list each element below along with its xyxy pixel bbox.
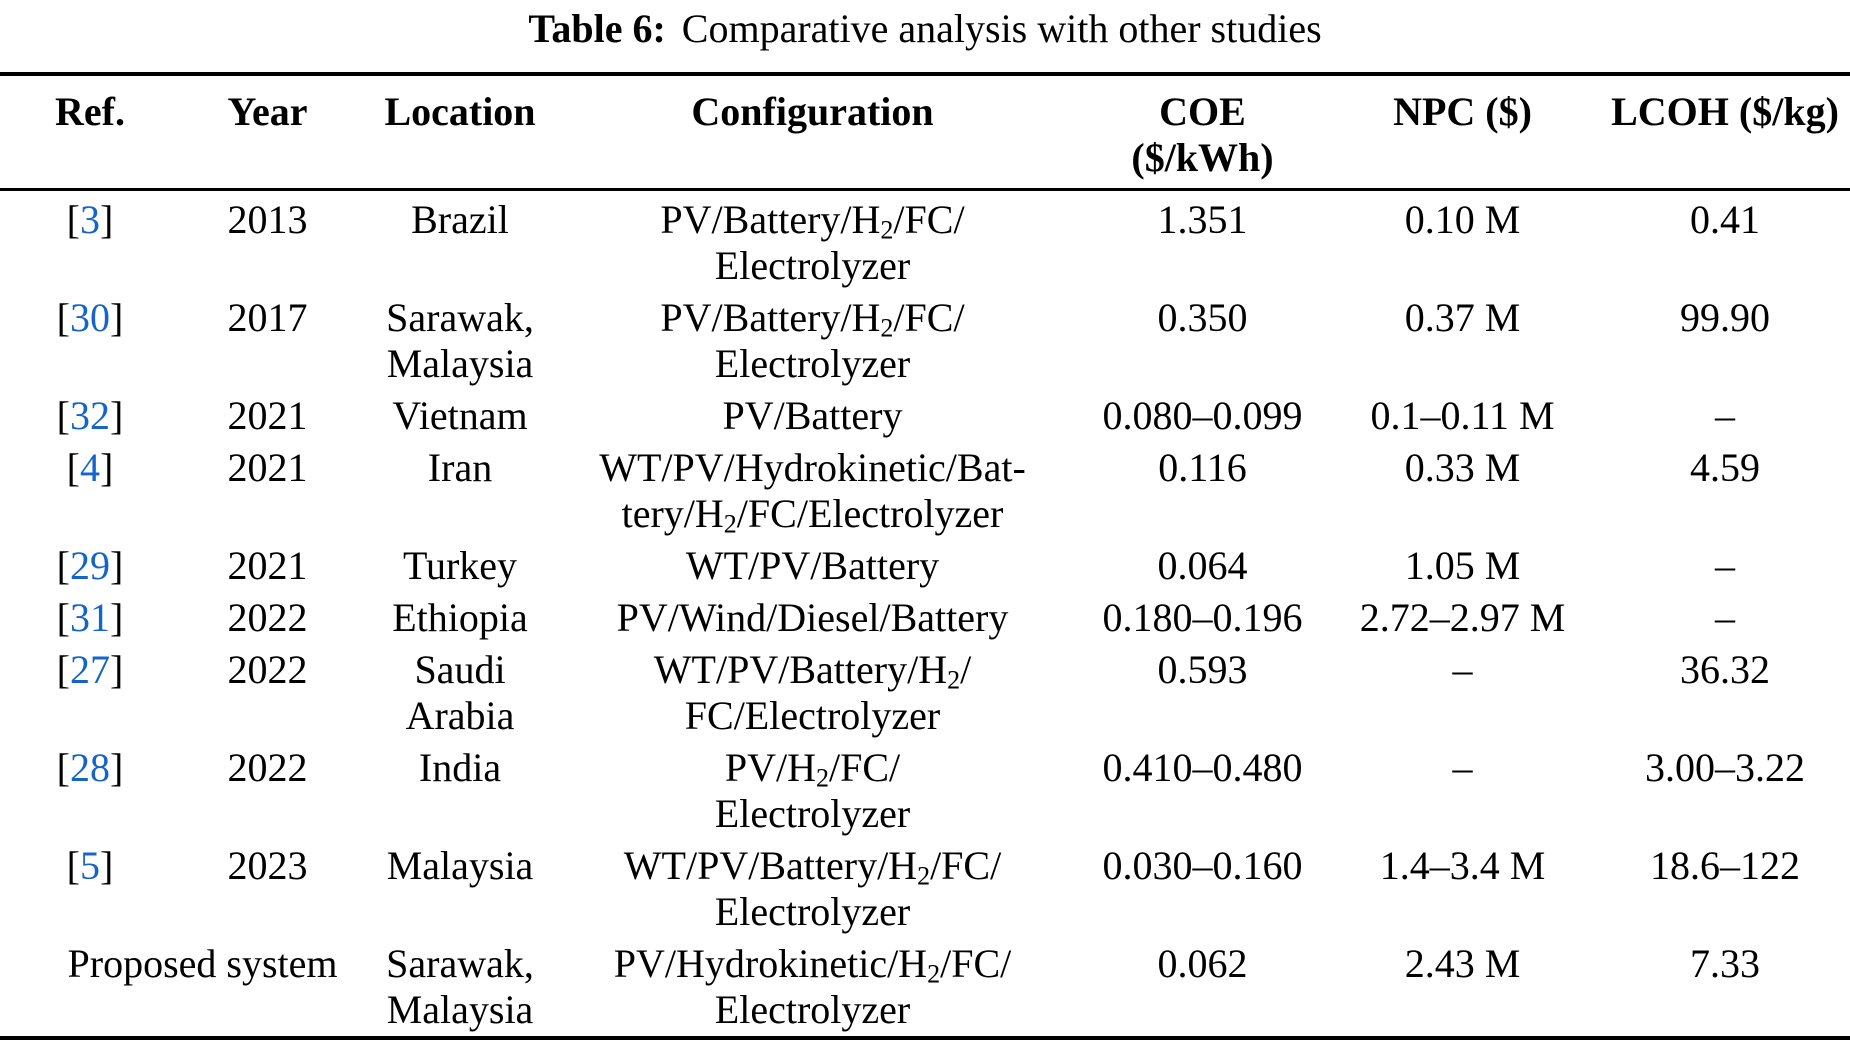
citation-link[interactable]: 4 bbox=[80, 445, 100, 490]
npc-value: – bbox=[1452, 745, 1473, 790]
location-line: Vietnam bbox=[392, 393, 528, 438]
col-header-configuration: Configuration bbox=[691, 89, 934, 134]
col-header-location: Location bbox=[384, 89, 536, 134]
lcoh-value: – bbox=[1715, 543, 1735, 588]
coe-value: 1.351 bbox=[1157, 197, 1248, 242]
cell-npc bbox=[1320, 941, 1605, 1033]
ref-bracket: [30] bbox=[56, 295, 124, 340]
cell-coe bbox=[1085, 941, 1320, 1033]
ref-bracket: [27] bbox=[56, 647, 124, 692]
cell-coe bbox=[1085, 843, 1320, 935]
cell-configuration bbox=[540, 843, 1085, 935]
cell-npc bbox=[1320, 445, 1605, 537]
coe-value: 0.062 bbox=[1157, 941, 1248, 986]
configuration-line: FC/Electrolyzer bbox=[684, 693, 941, 738]
configuration-line: tery/$H_2/FC$/Electrolyzer bbox=[621, 491, 1004, 539]
location-line: Malaysia bbox=[386, 843, 534, 888]
subscript-2: 2 bbox=[880, 313, 894, 343]
coe-value: 0.593 bbox=[1157, 647, 1248, 692]
location-line: Saudi bbox=[414, 647, 506, 692]
table-row bbox=[25, 194, 1845, 292]
npc-value: 0.33 M bbox=[1404, 445, 1521, 490]
configuration-line: WT/PV/Battery bbox=[685, 543, 940, 588]
location-line: India bbox=[418, 745, 502, 790]
cell-lcoh bbox=[1605, 941, 1845, 1033]
citation-link[interactable]: 27 bbox=[70, 647, 110, 692]
table-body bbox=[0, 191, 1850, 1036]
ref-bracket: [3] bbox=[66, 197, 114, 242]
citation-link[interactable]: 30 bbox=[70, 295, 110, 340]
coe-value: 0.030–0.160 bbox=[1102, 843, 1303, 888]
year-value: 2022 bbox=[227, 745, 308, 790]
configuration-line: PV/Battery bbox=[722, 393, 903, 438]
coe-value: 0.180–0.196 bbox=[1102, 595, 1303, 640]
year-value: 2013 bbox=[227, 197, 308, 242]
coe-value: 0.350 bbox=[1157, 295, 1248, 340]
cell-coe bbox=[1085, 445, 1320, 537]
proposed-system-label: Proposed system bbox=[67, 941, 338, 986]
ref-bracket: [29] bbox=[56, 543, 124, 588]
configuration-line: Electrolyzer bbox=[714, 243, 911, 288]
cell-ref bbox=[25, 843, 155, 935]
cell-year bbox=[155, 745, 380, 837]
citation-link[interactable]: 5 bbox=[80, 843, 100, 888]
cell-lcoh bbox=[1605, 197, 1845, 289]
configuration-line: WT/PV/Hydrokinetic/Bat- bbox=[599, 445, 1026, 490]
cell-year bbox=[155, 843, 380, 935]
year-value: 2021 bbox=[227, 543, 308, 588]
cell-coe bbox=[1085, 197, 1320, 289]
table-row bbox=[25, 390, 1845, 442]
lcoh-value: 99.90 bbox=[1680, 295, 1770, 340]
cell-lcoh bbox=[1605, 543, 1845, 589]
cell-ref bbox=[25, 197, 155, 289]
cell-lcoh bbox=[1605, 843, 1845, 935]
cell-location bbox=[380, 647, 540, 739]
cell-configuration bbox=[540, 745, 1085, 837]
cell-location bbox=[380, 595, 540, 641]
configuration-line: $WT/PV/Battery/H_2/$ bbox=[653, 647, 972, 695]
cell-location bbox=[380, 445, 540, 537]
configuration-line: $PV/H_2/FC/$ bbox=[724, 745, 901, 793]
cell-location bbox=[380, 745, 540, 837]
cell-configuration bbox=[540, 295, 1085, 387]
col-header-ref: Ref. bbox=[55, 89, 125, 134]
cell-ref-proposed bbox=[25, 941, 380, 1033]
cell-lcoh bbox=[1605, 745, 1845, 837]
table-header-row bbox=[0, 76, 1850, 181]
cell-npc bbox=[1320, 843, 1605, 935]
col-header-npc: NPC ($) bbox=[1393, 89, 1532, 134]
cell-configuration bbox=[540, 445, 1085, 537]
cell-lcoh bbox=[1605, 595, 1845, 641]
coe-value: 0.116 bbox=[1158, 445, 1247, 490]
ref-bracket: [5] bbox=[66, 843, 114, 888]
cell-coe bbox=[1085, 295, 1320, 387]
citation-link[interactable]: 31 bbox=[70, 595, 110, 640]
subscript-2: 2 bbox=[815, 763, 829, 793]
subscript-2: 2 bbox=[927, 959, 941, 989]
npc-value: 2.43 M bbox=[1404, 941, 1521, 986]
cell-npc bbox=[1320, 543, 1605, 589]
citation-link[interactable]: 29 bbox=[70, 543, 110, 588]
location-line: Turkey bbox=[402, 543, 518, 588]
cell-year bbox=[155, 393, 380, 439]
cell-year bbox=[155, 197, 380, 289]
cell-configuration bbox=[540, 941, 1085, 1033]
ref-bracket: [28] bbox=[56, 745, 124, 790]
cell-ref bbox=[25, 647, 155, 739]
cell-location bbox=[380, 295, 540, 387]
cell-configuration bbox=[540, 197, 1085, 289]
col-header-coe: COE ($/kWh) bbox=[1131, 89, 1274, 180]
cell-coe bbox=[1085, 543, 1320, 589]
cell-lcoh bbox=[1605, 445, 1845, 537]
cell-location bbox=[380, 393, 540, 439]
lcoh-value: 18.6–122 bbox=[1650, 843, 1800, 888]
ref-bracket: [31] bbox=[56, 595, 124, 640]
cell-coe bbox=[1085, 745, 1320, 837]
bottom-rule bbox=[0, 1036, 1850, 1040]
cell-npc bbox=[1320, 393, 1605, 439]
table-row bbox=[25, 938, 1845, 1036]
cell-year bbox=[155, 295, 380, 387]
npc-value: – bbox=[1452, 647, 1473, 692]
lcoh-value: 3.00–3.22 bbox=[1645, 745, 1805, 790]
cell-lcoh bbox=[1605, 647, 1845, 739]
lcoh-value: 0.41 bbox=[1690, 197, 1760, 242]
configuration-line: Electrolyzer bbox=[714, 341, 911, 386]
table-caption bbox=[0, 0, 1850, 52]
npc-value: 2.72–2.97 M bbox=[1359, 595, 1566, 640]
citation-link[interactable]: 3 bbox=[80, 197, 100, 242]
table-row bbox=[25, 840, 1845, 938]
cell-ref bbox=[25, 595, 155, 641]
location-line: Ethiopia bbox=[392, 595, 528, 640]
configuration-line: $PV/Battery/H_2/FC/$ bbox=[660, 197, 965, 245]
coe-value: 0.410–0.480 bbox=[1102, 745, 1303, 790]
cell-ref bbox=[25, 745, 155, 837]
cell-lcoh bbox=[1605, 393, 1845, 439]
cell-location bbox=[380, 843, 540, 935]
npc-value: 0.10 M bbox=[1404, 197, 1521, 242]
location-line: Sarawak, bbox=[386, 941, 534, 986]
year-value: 2022 bbox=[227, 595, 308, 640]
cell-year bbox=[155, 595, 380, 641]
cell-ref bbox=[25, 393, 155, 439]
cell-npc bbox=[1320, 197, 1605, 289]
location-line: Malaysia bbox=[386, 987, 534, 1032]
table-row bbox=[25, 644, 1845, 742]
location-line: Malaysia bbox=[386, 341, 534, 386]
cell-npc bbox=[1320, 595, 1605, 641]
location-line: Arabia bbox=[405, 693, 515, 738]
cell-year bbox=[155, 445, 380, 537]
ref-bracket: [4] bbox=[66, 445, 114, 490]
cell-year bbox=[155, 647, 380, 739]
cell-coe bbox=[1085, 647, 1320, 739]
cell-coe bbox=[1085, 595, 1320, 641]
configuration-line: $PV/Battery/H_2/FC/$ bbox=[660, 295, 965, 343]
lcoh-value: – bbox=[1715, 595, 1735, 640]
caption-label: Table 6: bbox=[528, 6, 666, 51]
configuration-line: Electrolyzer bbox=[714, 791, 911, 836]
configuration-line: $WT/PV/Battery/H_2/FC/$ bbox=[623, 843, 1002, 891]
citation-link[interactable]: 28 bbox=[70, 745, 110, 790]
cell-npc bbox=[1320, 745, 1605, 837]
lcoh-value: 36.32 bbox=[1680, 647, 1770, 692]
cell-ref bbox=[25, 295, 155, 387]
cell-coe bbox=[1085, 393, 1320, 439]
npc-value: 0.1–0.11 M bbox=[1370, 393, 1555, 438]
cell-location bbox=[380, 941, 540, 1033]
lcoh-value: 4.59 bbox=[1690, 445, 1760, 490]
location-line: Sarawak, bbox=[386, 295, 534, 340]
npc-value: 1.4–3.4 M bbox=[1379, 843, 1546, 888]
cell-npc bbox=[1320, 295, 1605, 387]
location-line: Iran bbox=[427, 445, 493, 490]
cell-year bbox=[155, 543, 380, 589]
col-header-year: Year bbox=[227, 89, 308, 134]
cell-configuration bbox=[540, 595, 1085, 641]
cell-ref bbox=[25, 445, 155, 537]
cell-configuration bbox=[540, 647, 1085, 739]
subscript-2: 2 bbox=[880, 215, 894, 245]
table-row bbox=[25, 742, 1845, 840]
npc-value: 0.37 M bbox=[1404, 295, 1521, 340]
cell-location bbox=[380, 543, 540, 589]
configuration-line: Electrolyzer bbox=[714, 987, 911, 1032]
configuration-line: PV/Wind/Diesel/Battery bbox=[616, 595, 1009, 640]
year-value: 2021 bbox=[227, 393, 308, 438]
year-value: 2023 bbox=[227, 843, 308, 888]
year-value: 2021 bbox=[227, 445, 308, 490]
cell-location bbox=[380, 197, 540, 289]
lcoh-value: – bbox=[1715, 393, 1735, 438]
table-row bbox=[25, 592, 1845, 644]
subscript-2: 2 bbox=[723, 509, 737, 539]
location-line: Brazil bbox=[411, 197, 509, 242]
subscript-2: 2 bbox=[917, 861, 931, 891]
cell-ref bbox=[25, 543, 155, 589]
configuration-line: Electrolyzer bbox=[714, 889, 911, 934]
cell-npc bbox=[1320, 647, 1605, 739]
cell-configuration bbox=[540, 393, 1085, 439]
table-row bbox=[25, 540, 1845, 592]
lcoh-value: 7.33 bbox=[1690, 941, 1760, 986]
cell-configuration bbox=[540, 543, 1085, 589]
caption-text: Comparative analysis with other studies bbox=[681, 6, 1322, 51]
citation-link[interactable]: 32 bbox=[70, 393, 110, 438]
subscript-2: 2 bbox=[947, 665, 961, 695]
configuration-line: $PV/Hydrokinetic/H_2/FC/$ bbox=[613, 941, 1012, 989]
coe-value: 0.080–0.099 bbox=[1102, 393, 1303, 438]
year-value: 2022 bbox=[227, 647, 308, 692]
col-header-lcoh: LCOH ($/kg) bbox=[1611, 89, 1839, 134]
npc-value: 1.05 M bbox=[1404, 543, 1521, 588]
table-row bbox=[25, 442, 1845, 540]
coe-value: 0.064 bbox=[1157, 543, 1248, 588]
year-value: 2017 bbox=[227, 295, 308, 340]
table-row bbox=[25, 292, 1845, 390]
ref-bracket: [32] bbox=[56, 393, 124, 438]
cell-lcoh bbox=[1605, 295, 1845, 387]
